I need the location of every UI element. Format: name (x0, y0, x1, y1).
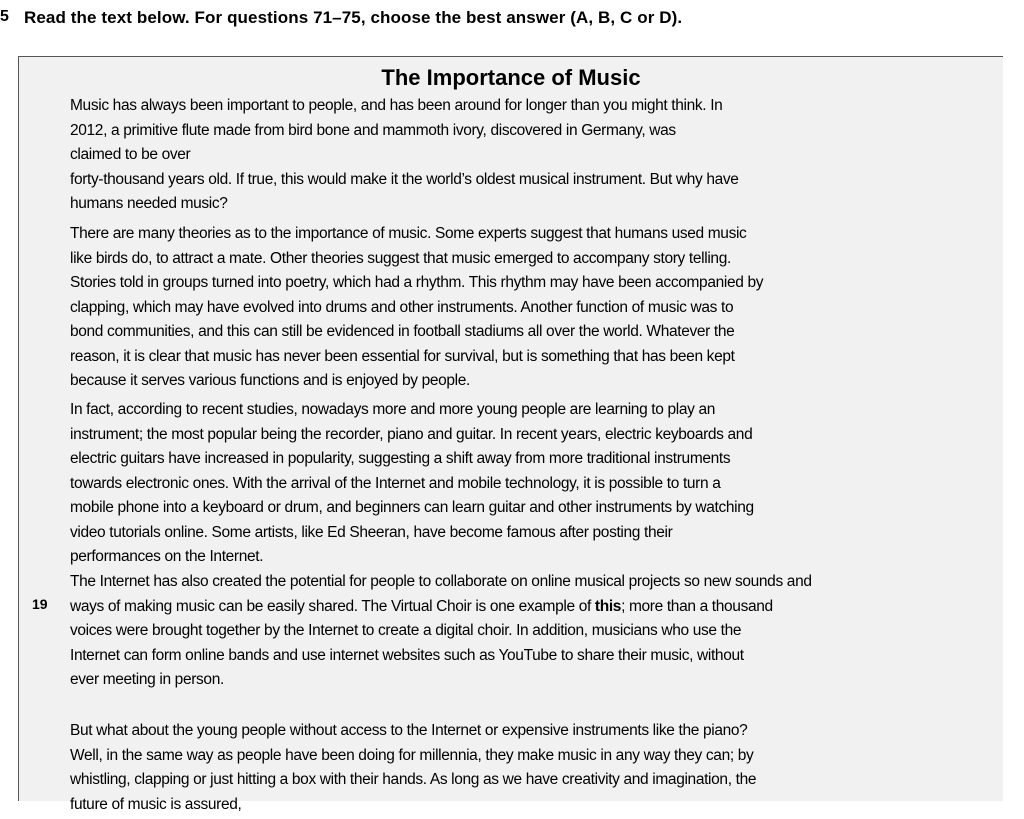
paragraph-line: claimed to be over (70, 146, 191, 163)
paragraph-4 (70, 570, 990, 693)
paragraph-line: In fact, according to recent studies, nowadays more and more young people are learning to play an (70, 401, 716, 418)
paragraph-line: ever meeting in person. (70, 671, 224, 688)
paragraph-2 (70, 222, 990, 394)
passage-title: The Importance of Music (381, 65, 641, 90)
highlighted-word-this: this (594, 597, 622, 615)
paragraph-line: forty-thousand years old. If true, this would make it the world’s oldest musical instrument. But why have (70, 170, 739, 188)
line-number-19: 19 (32, 596, 48, 612)
paragraph-5 (70, 719, 990, 817)
paragraph-line: electric guitars have increased in popularity, suggesting a shift away from more traditional instruments (70, 450, 731, 467)
paragraph-line: bond communities, and this can still be evidenced in football stadiums all over the world. Whatever the (70, 323, 735, 340)
paragraph-line: Internet can form online bands and use internet websites such as YouTube to share their music, without (70, 646, 744, 664)
paragraph-line: humans needed music? (70, 195, 228, 212)
paragraph-line: Stories told in groups turned into poetry, which had a rhythm. This rhythm may have been accompanied by (70, 274, 764, 291)
paragraph-line: because it serves various functions and is enjoyed by people. (70, 372, 470, 389)
line-text-after: ; more than a thousand (621, 597, 773, 615)
paragraph-line: voices were brought together by the Internet to create a digital choir. In addition, musicians who use the (70, 622, 742, 639)
paragraph-line: towards electronic ones. With the arrival of the Internet and mobile technology, it is possible to turn a (70, 474, 721, 492)
paragraph-3 (70, 398, 990, 570)
instruction-text: Read the text below. For questions 71–75, choose the best answer (A, B, C or D). (24, 8, 683, 27)
question-number-fragment: 5 (0, 8, 9, 25)
paragraph-line: There are many theories as to the importance of music. Some experts suggest that humans used music (70, 225, 747, 242)
paragraph-line: like birds do, to attract a mate. Other theories suggest that music emerged to accompany story telling. (70, 249, 731, 267)
paragraph-line: mobile phone into a keyboard or drum, and beginners can learn guitar and other instruments by watching (70, 499, 754, 516)
paragraph-line: But what about the young people without access to the Internet or expensive instruments like the piano? (70, 722, 748, 739)
paragraph-line: video tutorials online. Some artists, like Ed Sheeran, have become famous after posting their (70, 523, 673, 541)
paragraph-line (70, 595, 990, 620)
paragraph-line: whistling, clapping or just hitting a box with their hands. As long as we have creativity and imagination, the (70, 771, 757, 788)
paragraph-line: future of music is assured, (70, 795, 242, 813)
paragraph-line: reason, it is clear that music has never been essential for survival, but is something that has been kept (70, 347, 735, 365)
paragraph-line: 2012, a primitive flute made from bird bone and mammoth ivory, discovered in Germany, was (70, 121, 676, 139)
paragraph-line: performances on the Internet. (70, 548, 264, 565)
paragraph-line: clapping, which may have evolved into drums and other instruments. Another function of music was to (70, 298, 734, 316)
paragraph-line: Music has always been important to people, and has been around for longer than you might think. In (70, 97, 723, 114)
paragraph-line: instrument; the most popular being the recorder, piano and guitar. In recent years, electric keyboards and (70, 425, 753, 443)
paragraph-line: Well, in the same way as people have been doing for millennia, they make music in any way they can; by (70, 746, 754, 764)
line-text-before: ways of making music can be easily shared. The Virtual Choir is one example of (70, 597, 595, 615)
paragraph-1 (70, 94, 990, 217)
paragraph-line: The Internet has also created the potential for people to collaborate on online musical projects so new sounds and (70, 573, 812, 590)
reading-passage-box (18, 56, 1003, 813)
